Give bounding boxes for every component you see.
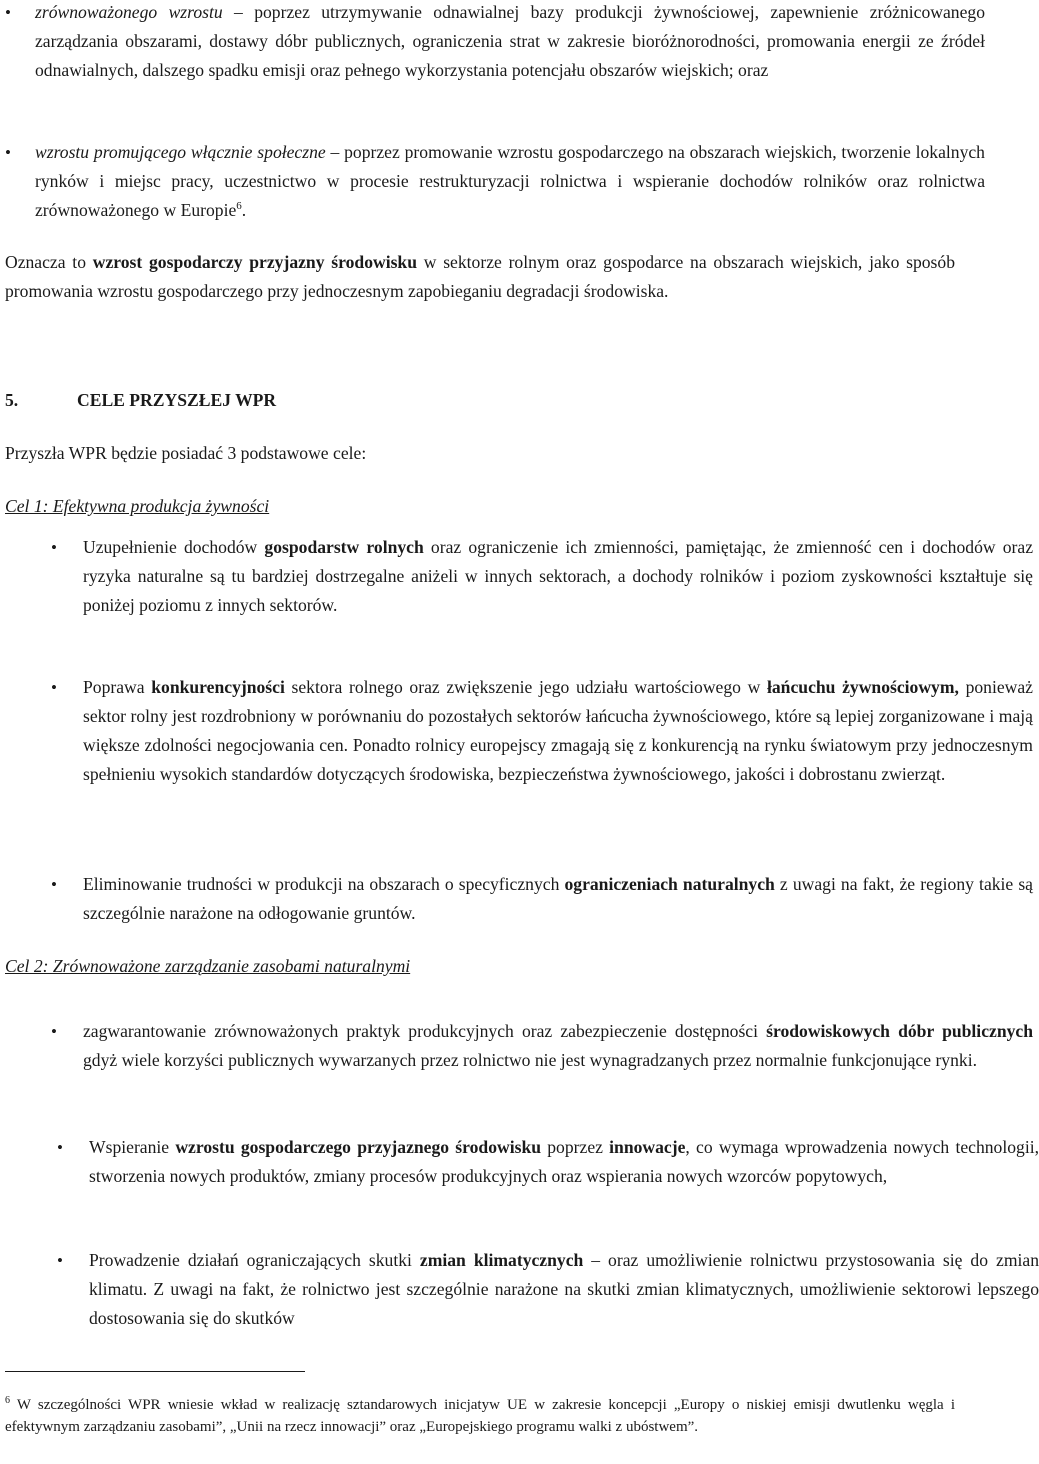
section-number: 5. (5, 390, 19, 410)
footnote-6: $^6$ W szczególności WPR wniesie wkład w realizację sztandarowych inicjatyw UE w zakresie koncepcji „Europy o niskiej emisji dwutlenku węgla i efektywnym zarządzaniu zasobami”, „Unii na rzecz innowacji” oraz „Europejskiego programu walki z ubóstwem”. (5, 1395, 955, 1435)
bullet-text: zrównoważonego wzrostu – poprzez utrzymywanie odnawialnej bazy produkcji żywnościowej, zapewnienie zróżnicowanego zarządzania obszarami, dostawy dóbr publicznych, ograniczenia strat w zakresie bioróżnorodności, promowania energii ze źródeł odnawialnych, dalszego spadku emisji oraz pełnego wykorzystania potencjału obszarów wiejskich; oraz (35, 2, 985, 80)
footnote-ref[interactable]: 6 (236, 200, 242, 213)
bullet-text: Eliminowanie trudności w produkcji na obszarach o specyficznych ograniczeniach naturalnych z uwagi na fakt, że regiony takie są szczególnie narażone na odłogowanie gruntów. (83, 874, 1033, 923)
bullet-text: Wspieranie wzrostu gospodarczego przyjaznego środowisku poprzez innowacje, co wymaga wprowadzenia nowych technologii, stworzenia nowych produktów, zmiany procesów produkcyjnych oraz wspierania nowych wzorców popytowych, (89, 1137, 1039, 1186)
goal-2-heading: Cel 2: Zrównoważone zarządzanie zasobami naturalnymi (5, 956, 411, 976)
bullet-natural-constraints (5, 870, 1033, 928)
footnote-separator (5, 1371, 305, 1372)
bullet-glyph: • (51, 875, 57, 894)
intro-text: Przyszła WPR będzie posiadać 3 podstawowe cele: (5, 443, 367, 463)
bullet-income-support (5, 533, 1033, 620)
bullet-glyph: • (5, 143, 11, 162)
section-title: CELE PRZYSZŁEJ WPR (77, 390, 277, 410)
bullet-inclusive-growth (5, 138, 985, 225)
bullet-text: Uzupełnienie dochodów gospodarstw rolnych oraz ograniczenie ich zmienności, pamiętając, że zmienność cen i dochodów oraz ryzyka naturalne są tu bardziej dostrzegalne aniżeli w innych sektorach, a dochody rolników i poziom zyskowności kształtuje się poniżej poziomu z innych sektorów. (83, 537, 1034, 615)
bullet-glyph: • (57, 1251, 63, 1270)
footnote-number: 6 (5, 1395, 10, 1406)
bullet-glyph: • (57, 1138, 63, 1157)
bullet-green-innovation (5, 1133, 1039, 1191)
bullet-glyph: • (51, 538, 57, 557)
paragraph-environment: Oznacza to wzrost gospodarczy przyjazny środowisku w sektorze rolnym oraz gospodarce na obszarach wiejskich, jako sposób promowania wzrostu gospodarczego przy jednoczesnym zapobieganiu degradacji środowiska. (5, 252, 955, 301)
bullet-glyph: • (51, 1022, 57, 1041)
bullet-public-goods (5, 1017, 1033, 1075)
bullet-text: Prowadzenie działań ograniczających skutki zmian klimatycznych – oraz umożliwienie rolnictwu przystosowania się do zmian klimatu. Z uwagi na fakt, że rolnictwo jest szczególnie narażone na skutki zmian klimatycznych, umożliwienie sektorowi lepszego dostosowania się do skutków (89, 1250, 1039, 1328)
bullet-text: wzrostu promującego włącznie społeczne – poprzez promowanie wzrostu gospodarczego na obszarach wiejskich, tworzenie lokalnych rynków i miejsc pracy, uczestnictwo w procesie restrukturyzacji rolnictwa i wspieranie dochodów rolników oraz rolnictwa zrównoważonego w Europie$^6$. (35, 142, 985, 220)
section-heading (5, 386, 276, 415)
bullet-sustainable-growth (5, 0, 985, 85)
bullet-text: Poprawa konkurencyjności sektora rolnego oraz zwiększenie jego udziału wartościowego w łańcuchu żywnościowym, ponieważ sektor rolny jest rozdrobniony w porównaniu do pozostałych sektorów łańcucha żywnościowego, które są lepiej zorganizowane i mają większe zdolności negocjowania cen. Ponadto rolnicy europejscy zmagają się z konkurencją na rynku światowym przy jednoczesnym spełnieniu wysokich standardów dotyczących środowiska, bezpieczeństwa żywnościowego, jakości i dobrostanu zwierząt. (83, 677, 1033, 784)
bullet-glyph: • (51, 678, 57, 697)
bullet-competitiveness (5, 673, 1033, 789)
bullet-glyph: • (5, 3, 11, 22)
bullet-climate-change (5, 1246, 1039, 1333)
goal-1-heading: Cel 1: Efektywna produkcja żywności (5, 496, 270, 516)
bullet-text: zagwarantowanie zrównoważonych praktyk produkcyjnych oraz zabezpieczenie dostępności środowiskowych dóbr publicznych gdyż wiele korzyści publicznych wywarzanych przez rolnictwo nie jest wynagradzanych przez normalnie funkcjonujące rynki. (83, 1021, 1033, 1070)
